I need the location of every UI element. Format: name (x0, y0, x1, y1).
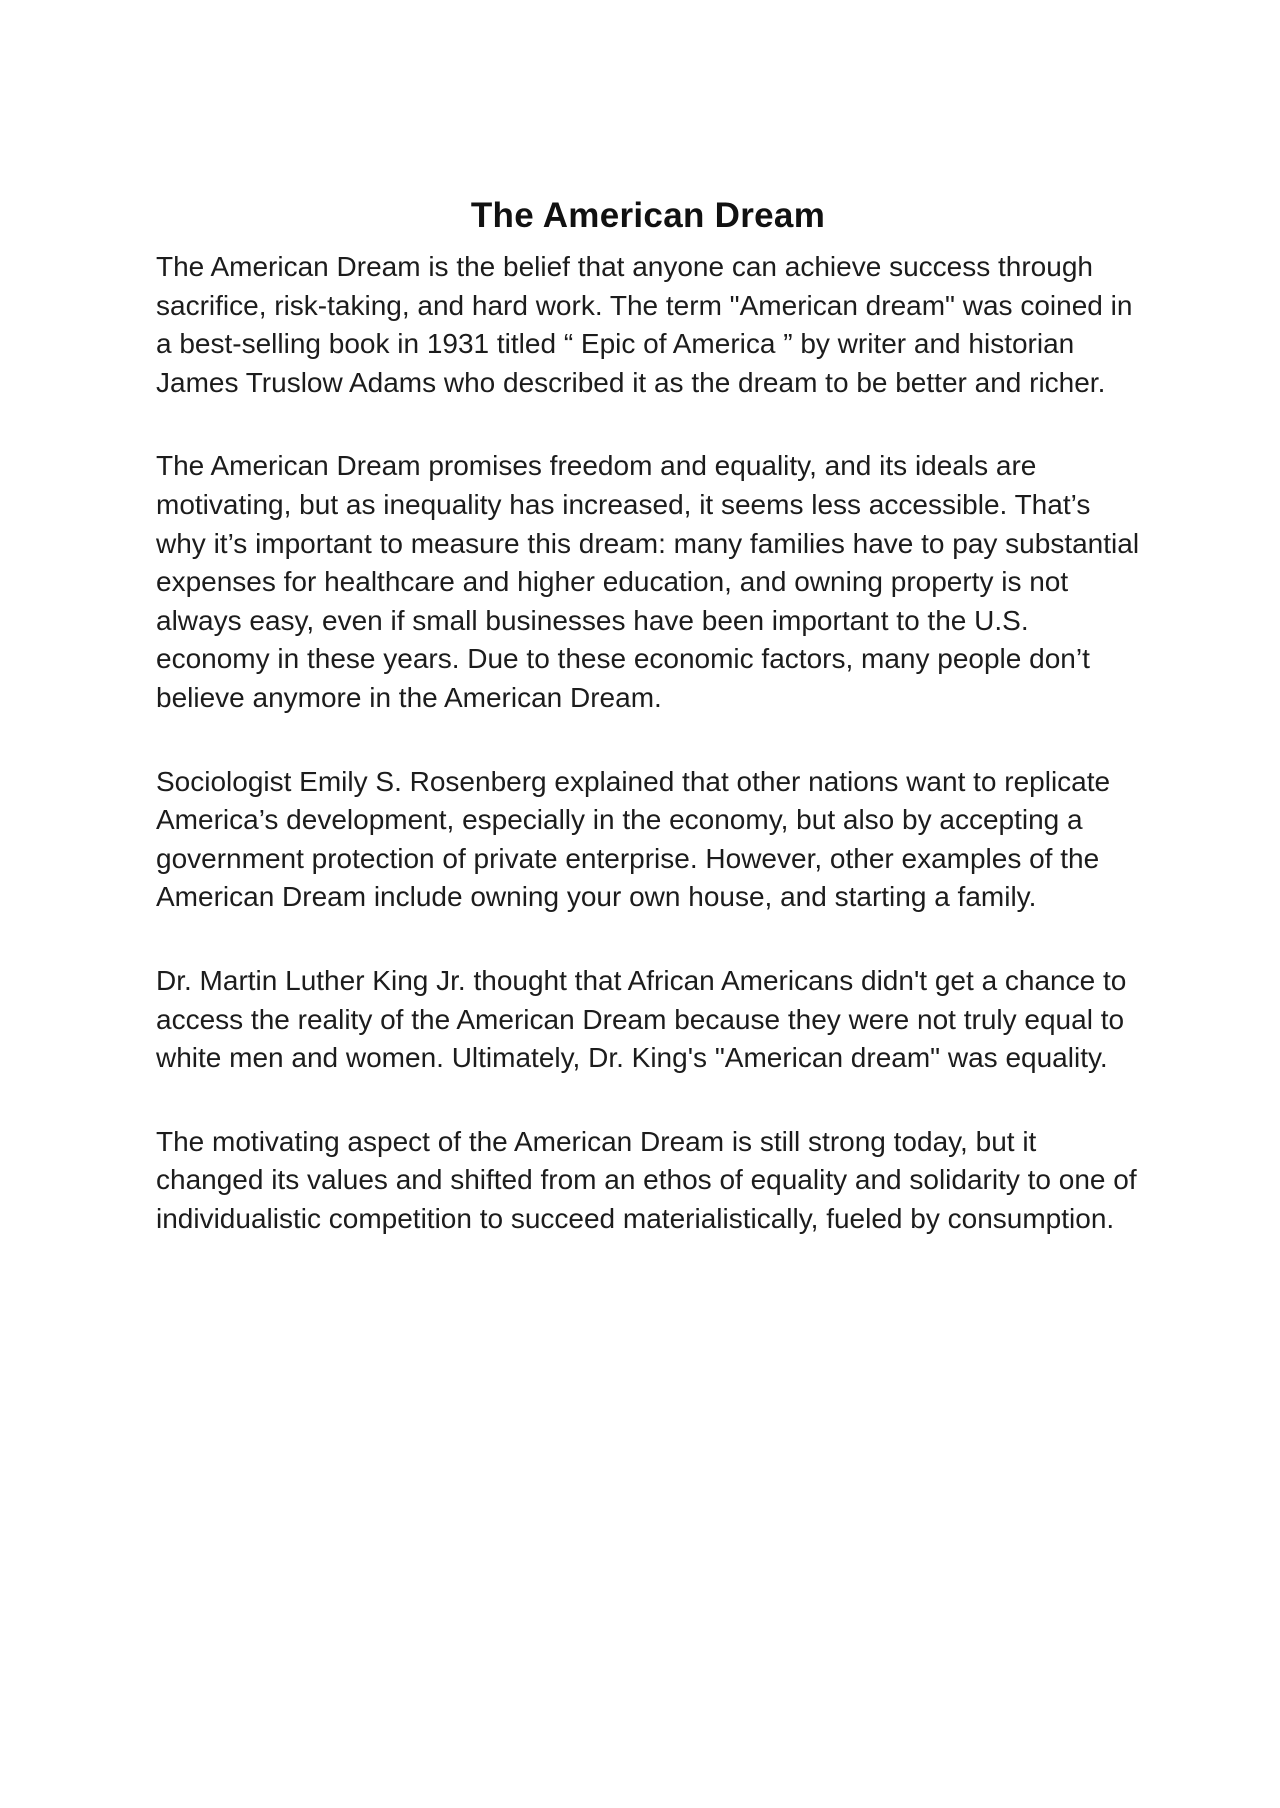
paragraph-3: Sociologist Emily S. Rosenberg explained that other nations want to replicate America’s development, especially in the economy, but also by accepting a government protection of private enterprise. However, other examples of the American Dream include owning your own house, and starting a family. (156, 765, 1111, 913)
document-title: The American Dream (470, 196, 826, 235)
document-body (156, 192, 1140, 1238)
paragraph-2: The American Dream promises freedom and equality, and its ideals are motivating, but as inequality has increased, it seems less accessible. That’s why it’s important to measure this dream: many families have to pay substantial expenses for healthcare and higher education, and owning property is not always easy, even if small businesses have been important to the U.S. economy in these years. Due to these economic factors, many people don’t believe anymore in the American Dream. (156, 450, 1140, 713)
paragraph-1: The American Dream is the belief that anyone can achieve success through sacrifice, risk-taking, and hard work. The term "American dream" was coined in a best-selling book in 1931 titled “ Epic of America ” by writer and historian James Truslow Adams who described it as the dream to be better and richer. (156, 251, 1133, 398)
paragraph-4: Dr. Martin Luther King Jr. thought that African Americans didn't get a chance to access the reality of the American Dream because they were not truly equal to white men and women. Ultimately, Dr. King's "American dream" was equality. (156, 964, 1127, 1074)
paragraph-5: The motivating aspect of the American Dream is still strong today, but it changed its values and shifted from an ethos of equality and solidarity to one of individualistic competition to succeed materialistically, fueled by consumption. (156, 1125, 1137, 1234)
